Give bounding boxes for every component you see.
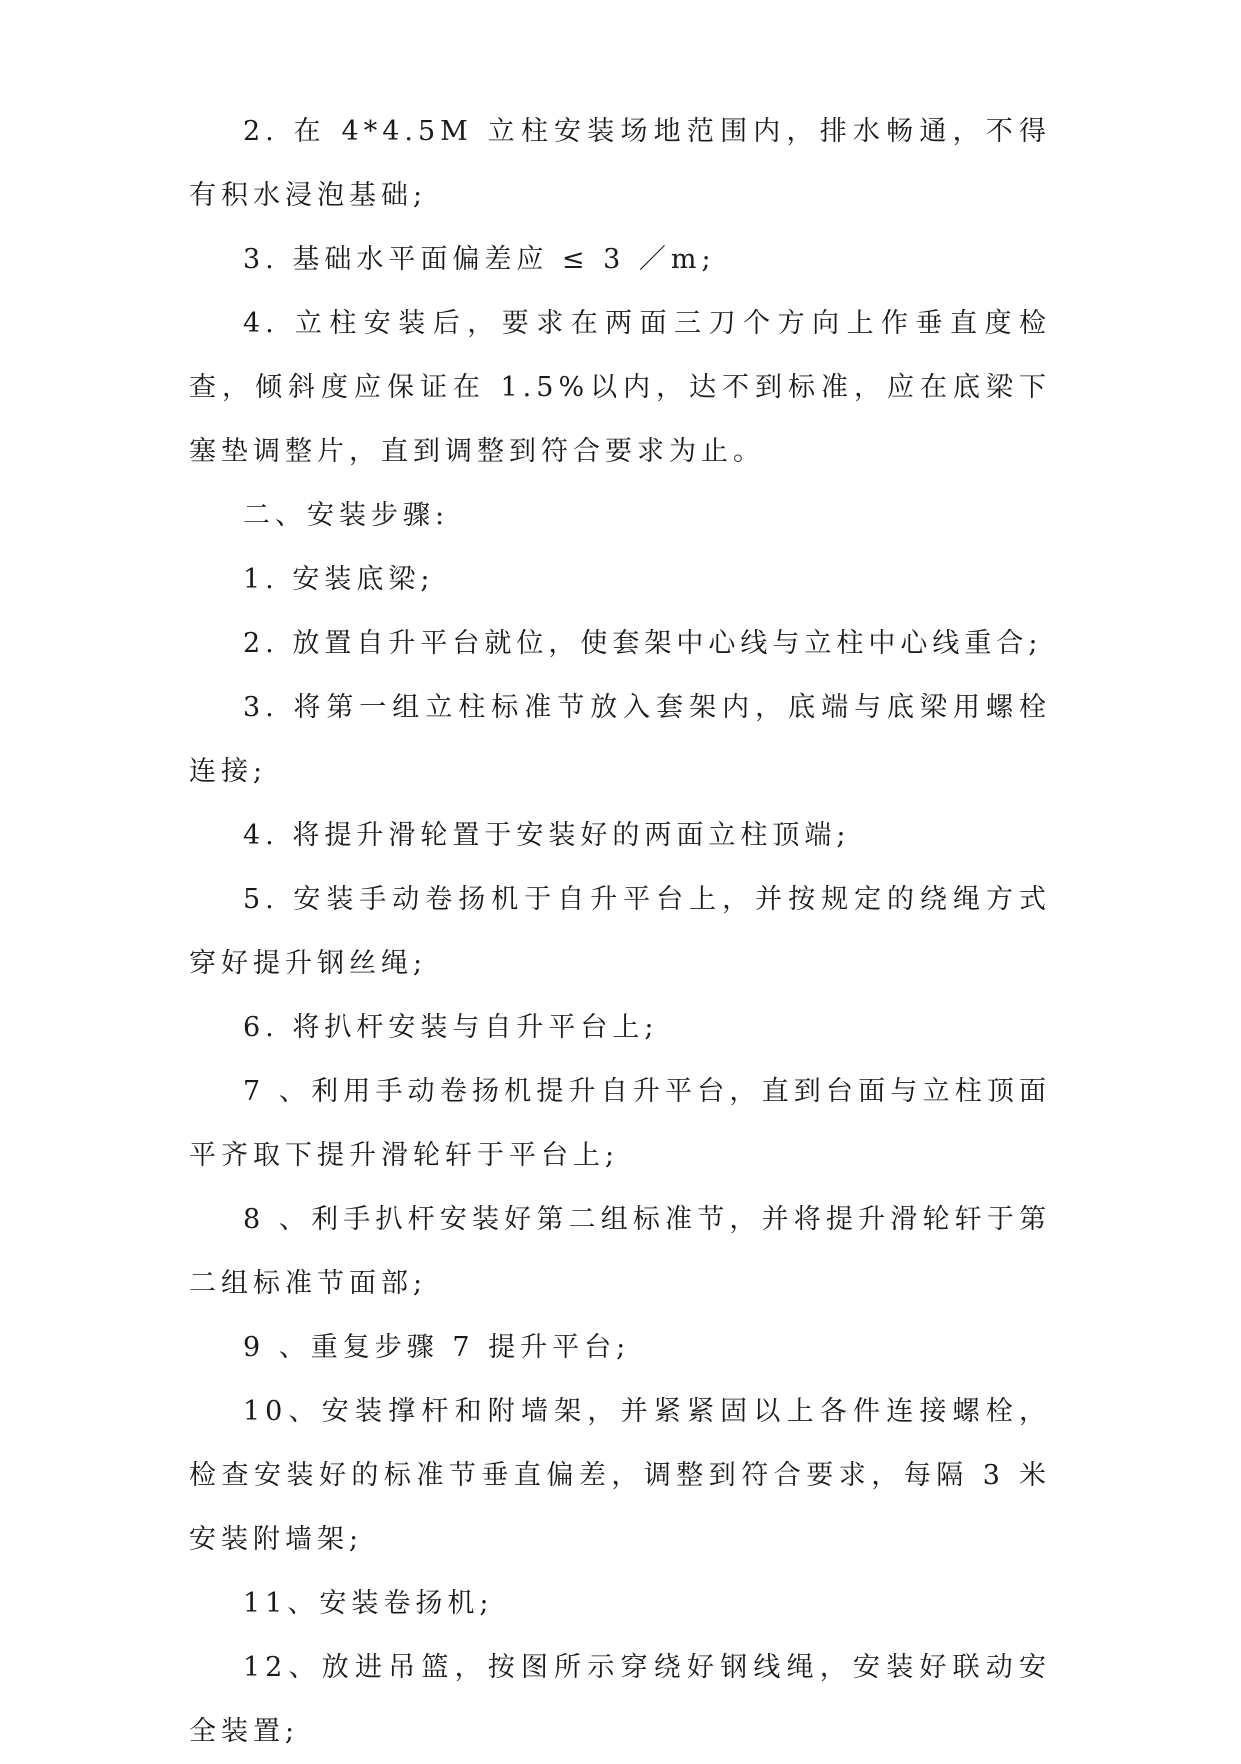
step-4: 4. 将提升滑轮置于安装好的两面立柱顶端; — [243, 820, 851, 851]
step-6: 6. 将扒杆安装与自升平台上; — [243, 1012, 659, 1043]
document-body — [189, 100, 1051, 1764]
paragraph-level-deviation: 3. 基础水平面偏差应 ≤ 3 ／m; — [243, 244, 716, 275]
step-11: 11、安装卷扬机; — [243, 1588, 494, 1619]
step-7: 7 、利用手动卷扬机提升自升平台，直到台面与立柱顶面平齐取下提升滑轮轩于平台上; — [189, 1076, 1051, 1171]
step-10: 10、安装撑杆和附墙架，并紧紧固以上各件连接螺栓，检查安装好的标准节垂直偏差，调整到符合要求，每隔 3 米安装附墙架; — [189, 1396, 1051, 1555]
step-3: 3. 将第一组立柱标准节放入套架内，底端与底梁用螺栓连接; — [189, 692, 1051, 787]
step-5: 5. 安装手动卷扬机于自升平台上，并按规定的绕绳方式穿好提升钢丝绳; — [189, 884, 1051, 979]
step-1: 1. 安装底梁; — [243, 564, 435, 595]
paragraph-verticality-check: 4. 立柱安装后，要求在两面三刀个方向上作垂直度检查，倾斜度应保证在 1.5%以内，达不到标准，应在底梁下塞垫调整片，直到调整到符合要求为止。 — [189, 308, 1051, 467]
step-2: 2. 放置自升平台就位，使套架中心线与立柱中心线重合; — [243, 628, 1043, 659]
paragraph-drainage: 2. 在 4*4.5M 立柱安装场地范围内，排水畅通，不得有积水浸泡基础; — [189, 116, 1051, 211]
step-9: 9 、重复步骤 7 提升平台; — [243, 1332, 631, 1363]
step-8: 8 、利手扒杆安装好第二组标准节，并将提升滑轮轩于第二组标准节面部; — [189, 1204, 1051, 1299]
section-heading-install-steps: 二、安装步骤: — [243, 500, 450, 531]
step-12: 12、放进吊篮，按图所示穿绕好钢线绳，安装好联动安全装置; — [189, 1652, 1051, 1747]
